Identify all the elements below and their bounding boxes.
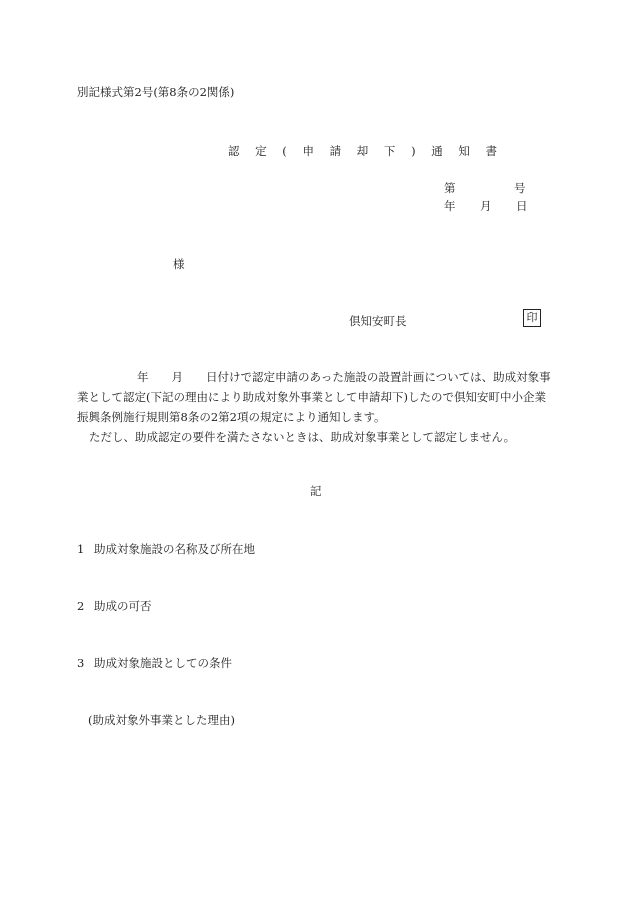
list-item: [77, 541, 255, 557]
item-text: 助成対象施設としての条件: [94, 656, 232, 670]
item-number: 2: [77, 599, 85, 613]
date-year-label: 年: [444, 199, 456, 213]
body-paragraph-1: [77, 367, 557, 427]
document-title: 認 定 ( 申 請 却 下 ) 通 知 書: [228, 144, 504, 158]
body-date-placeholder: 年 月 日付けで: [137, 370, 252, 384]
list-item: [77, 598, 152, 614]
item-text: 助成の可否: [94, 599, 152, 613]
item-number: 1: [77, 542, 85, 556]
date-day-label: 日: [516, 199, 528, 213]
date-month-label: 月: [480, 199, 492, 213]
reason-label: (助成対象外事業とした理由): [88, 713, 235, 727]
list-item: [77, 655, 232, 671]
document-number-suffix: 号: [514, 181, 526, 195]
document-number-prefix: 第: [444, 181, 456, 195]
body-paragraph-2: ただし、助成認定の要件を満たさないときは、助成対象事業として認定しません。: [89, 430, 516, 444]
body-paragraph-1-text: 認定申請のあった施設の設置計画については、助成対象事業として認定(下記の理由により助成対象外事業として申請却下)したので倶知安町中小企業振興条例施行規則第8条の2第2項の規定により通知します。: [77, 370, 551, 424]
seal-mark: 印: [523, 309, 541, 327]
issuer-name: 倶知安町長: [349, 314, 407, 328]
notice-body: [77, 367, 557, 447]
addressee-honorific: 様: [173, 257, 185, 271]
item-number: 3: [77, 656, 85, 670]
form-number: 別記様式第2号(第8条の2関係): [77, 85, 235, 99]
item-text: 助成対象施設の名称及び所在地: [94, 542, 255, 556]
ki-heading: 記: [310, 484, 322, 498]
